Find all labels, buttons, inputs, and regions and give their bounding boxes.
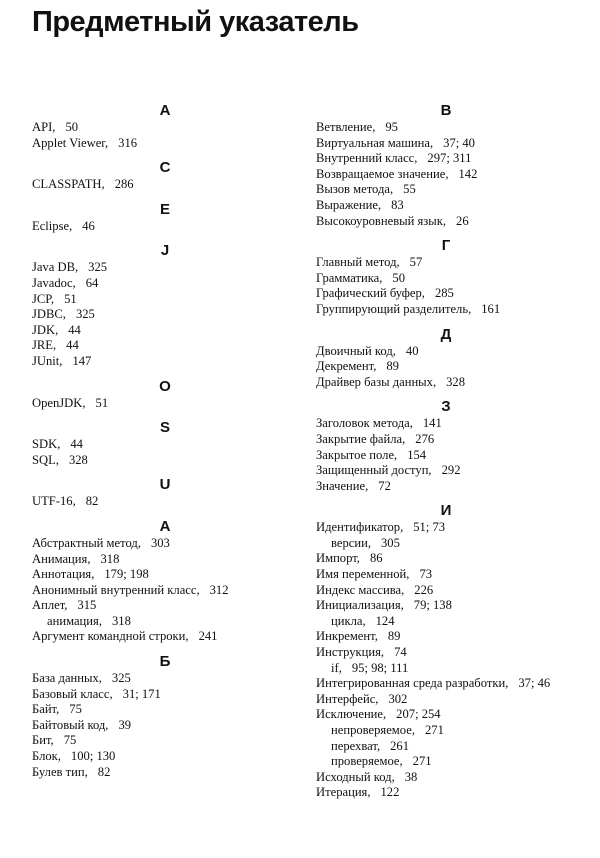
- index-term: Индекс массива,: [316, 582, 405, 597]
- index-entry: [316, 629, 576, 645]
- index-pages: 51; 73: [413, 520, 446, 535]
- section-letter: З: [441, 398, 451, 416]
- index-term: Виртуальная машина,: [316, 135, 434, 150]
- index-pages: 55: [403, 182, 416, 197]
- index-term: JCP,: [32, 291, 55, 306]
- index-subentry: [32, 614, 298, 630]
- index-entry: [316, 151, 576, 167]
- index-entry: [316, 463, 576, 479]
- index-pages: 261: [390, 738, 409, 753]
- index-pages: 328: [446, 374, 465, 389]
- index-entry: [32, 307, 298, 323]
- index-term: Закрытое поле,: [316, 447, 398, 462]
- index-entry: [32, 671, 298, 687]
- index-entry: [32, 276, 298, 292]
- index-pages: 328: [68, 452, 88, 467]
- index-entry: [316, 551, 576, 567]
- index-entry: [316, 375, 576, 391]
- index-pages: 276: [415, 431, 435, 446]
- index-pages: 44: [68, 322, 81, 337]
- index-entry: [32, 136, 298, 152]
- index-pages: 207; 254: [396, 707, 441, 722]
- index-entry: [316, 676, 576, 692]
- index-term: Байтовый код,: [32, 717, 109, 732]
- index-term: Булев тип,: [32, 764, 88, 779]
- section-letter: Д: [440, 325, 452, 343]
- index-entry: [316, 255, 576, 271]
- index-pages: 142: [458, 166, 478, 181]
- section-letter: Б: [159, 653, 171, 671]
- index-term: Имя переменной,: [316, 567, 410, 582]
- index-term: Группирующий разделитель,: [316, 301, 472, 316]
- index-pages: 147: [72, 353, 92, 368]
- index-pages: 83: [391, 197, 404, 212]
- index-term: Анонимный внутренний класс,: [32, 582, 200, 597]
- index-term: JRE,: [32, 338, 57, 353]
- index-pages: 64: [85, 275, 99, 290]
- index-term: Высокоуровневый язык,: [316, 213, 447, 228]
- index-entry: [316, 707, 576, 723]
- index-entry: [316, 182, 576, 198]
- index-term: Вызов метода,: [316, 182, 394, 197]
- index-pages: 57: [409, 255, 423, 270]
- index-pages: 154: [407, 447, 427, 462]
- index-pages: 37; 40: [443, 135, 475, 150]
- index-term: Графический буфер,: [316, 286, 425, 301]
- index-term: Абстрактный метод,: [32, 535, 141, 550]
- index-term: Импорт,: [316, 551, 360, 566]
- index-term: Идентификатор,: [316, 520, 404, 535]
- index-pages: 318: [111, 613, 131, 628]
- index-entry: [316, 167, 576, 183]
- section-letter: E: [159, 200, 170, 218]
- index-pages: 305: [380, 535, 400, 550]
- index-pages: 82: [97, 764, 111, 779]
- index-term: Инкремент,: [316, 629, 378, 644]
- index-pages: 39: [118, 717, 132, 732]
- index-term: Двоичный код,: [316, 343, 396, 358]
- index-entry: [32, 494, 298, 510]
- index-term: API,: [32, 120, 56, 134]
- index-entry: [32, 396, 298, 412]
- index-term: SQL,: [32, 452, 59, 467]
- index-pages: 325: [75, 307, 95, 322]
- index-pages: 302: [388, 691, 408, 706]
- index-entry: [316, 448, 576, 464]
- index-entry: [32, 120, 298, 136]
- index-term: Бит,: [32, 733, 54, 748]
- index-entry: [316, 198, 576, 214]
- index-pages: 75: [63, 733, 77, 748]
- index-pages: 50: [392, 270, 405, 285]
- index-pages: 316: [118, 135, 138, 150]
- index-term: JDK,: [32, 322, 59, 337]
- index-term: Интерфейс,: [316, 691, 379, 706]
- index-entry: [316, 770, 576, 786]
- index-pages: 95; 98; 111: [351, 660, 409, 675]
- index-term: Блок,: [32, 749, 61, 764]
- index-term: Значение,: [316, 478, 369, 493]
- index-subentry: [316, 723, 576, 739]
- index-entry: [32, 536, 298, 552]
- index-entry: [316, 344, 576, 360]
- index-term: Исключение,: [316, 707, 387, 722]
- index-subentry: [316, 661, 576, 677]
- index-pages: 50: [65, 120, 79, 134]
- index-term: Декремент,: [316, 359, 377, 374]
- index-entry: [316, 645, 576, 661]
- index-entry: [316, 214, 576, 230]
- index-entry: [32, 567, 298, 583]
- index-entry: [32, 733, 298, 749]
- index-entry: [32, 219, 298, 235]
- index-term: анимация,: [47, 613, 102, 628]
- index-pages: 75: [69, 702, 82, 717]
- index-pages: 312: [209, 582, 229, 597]
- section-letter: Г: [441, 237, 451, 255]
- index-entry: [316, 598, 576, 614]
- index-term: Анимация,: [32, 551, 91, 566]
- index-pages: 44: [66, 338, 79, 353]
- index-pages: 271: [424, 723, 444, 737]
- index-entry: [32, 718, 298, 734]
- index-pages: 37; 46: [518, 676, 551, 691]
- index-entry: [316, 583, 576, 599]
- index-entry: [32, 598, 298, 614]
- index-entry: [32, 260, 298, 276]
- index-term: перехват,: [331, 738, 381, 753]
- index-term: Eclipse,: [32, 218, 73, 233]
- index-term: Инструкция,: [316, 645, 385, 660]
- section-letter: C: [159, 159, 171, 177]
- page-title: Предметный указатель: [32, 6, 359, 38]
- index-entry: [316, 692, 576, 708]
- index-pages: 286: [114, 177, 134, 192]
- index-pages: 38: [404, 769, 418, 784]
- index-pages: 72: [378, 478, 391, 493]
- index-pages: 179; 198: [104, 567, 149, 582]
- index-entry: [316, 302, 576, 318]
- index-term: цикла,: [331, 613, 366, 628]
- index-term: Главный метод,: [316, 255, 400, 270]
- index-term: Защищенный доступ,: [316, 463, 432, 478]
- index-term: Исходный код,: [316, 769, 395, 784]
- index-term: JUnit,: [32, 353, 63, 368]
- index-term: Закрытие файла,: [316, 431, 406, 446]
- index-entry: [32, 177, 298, 193]
- index-pages: 285: [434, 286, 454, 301]
- index-entry: [32, 552, 298, 568]
- index-subentry: [316, 614, 576, 630]
- index-entry: [316, 120, 576, 136]
- index-entry: [316, 271, 576, 287]
- section-letter: А: [159, 517, 171, 535]
- index-pages: 31; 171: [122, 686, 161, 701]
- index-entry: [32, 354, 298, 370]
- section-letter: J: [160, 242, 170, 260]
- index-term: Итерация,: [316, 785, 371, 800]
- index-pages: 44: [70, 437, 83, 452]
- index-term: Java DB,: [32, 260, 79, 275]
- index-pages: 46: [82, 218, 95, 233]
- index-pages: 318: [100, 551, 120, 566]
- index-entry: [32, 453, 298, 469]
- index-term: Аннотация,: [32, 567, 95, 582]
- index-entry: [32, 749, 298, 765]
- index-entry: [316, 136, 576, 152]
- index-pages: 297; 311: [427, 151, 472, 166]
- index-pages: 26: [456, 213, 469, 228]
- index-entry: [32, 702, 298, 718]
- index-term: Ветвление,: [316, 120, 376, 134]
- section-letter: И: [440, 502, 452, 520]
- index-entry: [316, 785, 576, 801]
- index-pages: 325: [111, 671, 131, 686]
- section-letter: O: [159, 377, 171, 395]
- index-entry: [32, 583, 298, 599]
- index-entry: [32, 629, 298, 645]
- index-pages: 241: [198, 629, 218, 644]
- index-column-left: [32, 101, 298, 780]
- index-term: Javadoc,: [32, 275, 76, 290]
- index-pages: 82: [85, 494, 99, 509]
- index-term: Возвращаемое значение,: [316, 166, 449, 181]
- index-pages: 315: [77, 598, 97, 613]
- index-entry: [32, 687, 298, 703]
- index-column-right: [316, 101, 576, 801]
- index-term: JDBC,: [32, 307, 66, 322]
- index-term: Драйвер базы данных,: [316, 374, 437, 389]
- index-entry: [32, 323, 298, 339]
- index-pages: 325: [88, 260, 108, 275]
- index-term: Applet Viewer,: [32, 135, 109, 150]
- index-pages: 51: [95, 395, 109, 410]
- index-pages: 100; 130: [70, 749, 116, 764]
- index-entry: [316, 520, 576, 536]
- index-pages: 161: [481, 301, 501, 316]
- index-pages: 271: [412, 754, 432, 769]
- index-pages: 141: [422, 416, 442, 431]
- index-term: Внутренний класс,: [316, 151, 418, 166]
- index-term: Выражение,: [316, 197, 382, 212]
- index-pages: 73: [419, 567, 433, 582]
- index-pages: 303: [150, 535, 170, 550]
- index-pages: 89: [387, 629, 401, 644]
- index-subentry: [316, 754, 576, 770]
- index-entry: [32, 437, 298, 453]
- index-pages: 86: [369, 551, 383, 566]
- section-letter: S: [159, 419, 170, 437]
- index-term: проверяемое,: [331, 754, 403, 769]
- index-entry: [316, 432, 576, 448]
- index-pages: 40: [405, 343, 419, 358]
- index-term: Аплет,: [32, 598, 68, 613]
- index-term: UTF-16,: [32, 494, 76, 509]
- index-term: Инициализация,: [316, 598, 404, 613]
- index-pages: 89: [386, 359, 399, 374]
- index-pages: 124: [375, 613, 395, 628]
- index-term: if,: [331, 660, 342, 675]
- section-letter: A: [159, 102, 171, 119]
- index-term: База данных,: [32, 671, 102, 686]
- index-entry: [316, 286, 576, 302]
- index-term: версии,: [331, 535, 371, 550]
- index-entry: [316, 479, 576, 495]
- index-entry: [32, 338, 298, 354]
- index-term: CLASSPATH,: [32, 177, 105, 192]
- index-term: Байт,: [32, 702, 60, 717]
- index-entry: [32, 765, 298, 781]
- index-pages: 292: [441, 463, 461, 478]
- index-entry: [316, 359, 576, 375]
- section-letter: U: [159, 476, 171, 494]
- index-pages: 95: [385, 120, 398, 134]
- index-pages: 122: [380, 785, 400, 800]
- index-entry: [316, 567, 576, 583]
- index-entry: [32, 292, 298, 308]
- index-subentry: [316, 536, 576, 552]
- index-pages: 74: [394, 645, 407, 660]
- index-term: Грамматика,: [316, 270, 383, 285]
- index-pages: 51: [64, 291, 77, 306]
- index-pages: 79; 138: [413, 598, 452, 613]
- section-letter: В: [440, 102, 452, 119]
- index-entry: [316, 416, 576, 432]
- index-subentry: [316, 739, 576, 755]
- index-term: Аргумент командной строки,: [32, 629, 189, 644]
- index-pages: 226: [414, 582, 434, 597]
- index-term: Базовый класс,: [32, 686, 113, 701]
- index-term: OpenJDK,: [32, 395, 86, 410]
- index-term: Интегрированная среда разработки,: [316, 676, 509, 691]
- index-term: Заголовок метода,: [316, 416, 413, 431]
- index-term: SDK,: [32, 437, 61, 452]
- index-term: непроверяемое,: [331, 723, 415, 737]
